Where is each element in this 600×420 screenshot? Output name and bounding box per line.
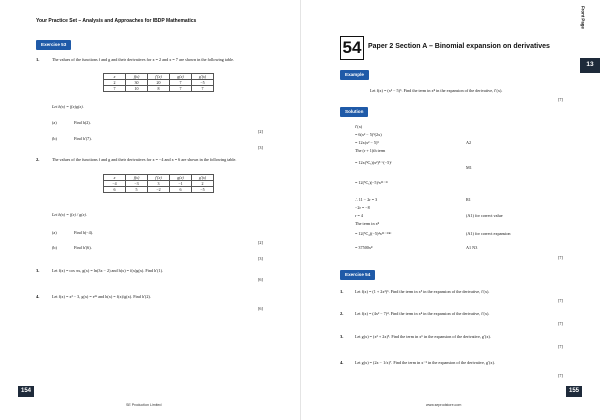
footer-website[interactable]: www.seprodstore.com [426, 403, 462, 407]
part-text: Find h(−4). [74, 230, 94, 235]
table-cell: 10 [126, 86, 148, 92]
question-text: Let f(x) = cos πx, g(x) = ln(3x − 2) and h(x) = f(x)g(x). Find h′(1). [52, 268, 164, 273]
solution-note: M1 [466, 165, 472, 170]
table-row [104, 86, 214, 92]
part-label: (b) [52, 245, 57, 250]
solution-line: The term in x⁸ [355, 221, 380, 226]
table-header: f(x) [126, 175, 148, 181]
table-cell: 7 [192, 86, 214, 92]
question-number: 2. [340, 311, 344, 316]
solution-line: = 6(x² − 5)⁵(2x) [355, 132, 382, 137]
part-text: Find h(2). [74, 120, 91, 125]
table-cell: −5 [192, 187, 214, 193]
table-cell: −3 [126, 181, 148, 187]
spread-divider [300, 0, 301, 420]
table-row [104, 187, 214, 193]
exercise-54-tag: Exercise 54 [340, 270, 375, 280]
solution-line: −2r = −8 [355, 205, 370, 210]
q2-let: Let h(x) = f(x) / g(x). [52, 212, 87, 217]
table-cell: 8 [148, 86, 170, 92]
q1-table [103, 73, 214, 92]
solution-tag: Solution [340, 107, 368, 117]
question-number: 4. [340, 360, 344, 365]
q2-table [103, 174, 214, 193]
solution-line: ∴ 11 − 2r = 3 [355, 197, 378, 202]
solution-line: = 37500x⁸ [355, 245, 373, 250]
solution-note: (A1) for correct expansion [466, 231, 511, 236]
solution-note: A1 N3 [466, 245, 478, 250]
question-text: Let f(x) = (4x² − 7)⁴. Find the term in x⁴ in the expansion of the derivative, f′(x). [355, 311, 490, 316]
table-cell: −2 [148, 187, 170, 193]
table-cell: 7 [170, 80, 192, 86]
table-cell: 20 [148, 80, 170, 86]
example-tag: Example [340, 70, 369, 80]
table-cell: 2 [192, 181, 214, 187]
exercise-53-tag: Exercise 53 [36, 40, 71, 50]
footer-publisher: SE Production Limited [126, 403, 162, 407]
example-text: Let f(x) = (x² − 5)⁶. Find the term in x⁸ in the expansion of the derivative, f′(x). [370, 88, 503, 93]
table-header: g(x) [170, 74, 192, 80]
marks: [3] [258, 145, 263, 150]
question-number: 2. [36, 157, 40, 162]
book-header: Your Practice Set – Analysis and Approaches for IBDP Mathematics [36, 18, 197, 24]
solution-line: = 12(⁵Cᵣ)(−5)ʳx¹¹⁻²ʳ [355, 180, 388, 185]
marks: [6] [258, 277, 263, 282]
solution-note: R1 [466, 197, 471, 202]
table-cell: −5 [192, 80, 214, 86]
table-cell: 7 [104, 86, 126, 92]
question-number: 1. [36, 57, 40, 62]
table-cell: 30 [126, 80, 148, 86]
chapter-side-tab[interactable]: 13 [580, 58, 600, 73]
table-cell: 7 [170, 86, 192, 92]
question-text: Let f(x) = x² − 3, g(x) = e³ˣ and h(x) = f(x)/g(x). Find h′(2). [52, 294, 151, 299]
question-text: Let g(x) = (2x − 1/x)⁷. Find the term in x⁻³ in the expansion of the derivative, g′(x). [355, 360, 495, 365]
table-cell: 6 [170, 187, 192, 193]
marks: [7] [558, 344, 563, 349]
table-cell: 3 [148, 181, 170, 187]
marks: [3] [258, 256, 263, 261]
question-number: 3. [340, 334, 344, 339]
marks: [6] [258, 306, 263, 311]
solution-line: = 12x(⁵Cᵣ)(x²)⁵⁻ʳ(−5)ʳ [355, 160, 392, 165]
table-cell: 2 [104, 80, 126, 86]
front-page-label: Front Page [580, 6, 586, 29]
table-header: f(x) [126, 74, 148, 80]
part-label: (b) [52, 136, 57, 141]
question-number: 1. [340, 289, 344, 294]
table-header: f′(x) [148, 175, 170, 181]
question-number: 3. [36, 268, 40, 273]
marks: [7] [558, 373, 563, 378]
page-number-right: 155 [566, 386, 582, 397]
part-text: Find h′(6). [74, 245, 92, 250]
solution-line: = 12(⁵C₄)(−5)⁴x¹¹⁻²⁽⁴⁾ [355, 231, 392, 236]
solution-line: The (r + 1)th term [355, 148, 386, 153]
table-header: x [104, 74, 126, 80]
question-text: The values of the functions f and g and their derivatives for x = 2 and x = 7 are shown in the following table. [52, 57, 235, 62]
question-text: Let g(x) = (x² + 2x)⁵. Find the term in x⁶ in the expansion of the derivative, g′(x). [355, 334, 491, 339]
part-label: (a) [52, 230, 57, 235]
table-header: g(x) [170, 175, 192, 181]
part-text: Find h′(7). [74, 136, 92, 141]
table-cell: 5 [126, 187, 148, 193]
q1-let: Let h(x) = f(x)g(x). [52, 104, 84, 109]
marks: [2] [258, 129, 263, 134]
chapter-number-box: 54 [340, 36, 364, 60]
solution-line: r = 4 [355, 213, 363, 218]
table-header: f′(x) [148, 74, 170, 80]
chapter-title: Paper 2 Section A – Binomial expansion on derivatives [368, 43, 550, 50]
page-number-left: 154 [18, 386, 34, 397]
solution-line: f′(x) [355, 124, 363, 129]
table-header: g′(x) [192, 74, 214, 80]
marks: [7] [558, 321, 563, 326]
question-number: 4. [36, 294, 40, 299]
table-header: g′(x) [192, 175, 214, 181]
marks: [7] [558, 97, 563, 102]
table-header: x [104, 175, 126, 181]
table-cell: −1 [170, 181, 192, 187]
solution-note: (A1) for correct value [466, 213, 503, 218]
question-text: Let f(x) = (1 + 2x²)⁶. Find the term in x⁵ in the expansion of the derivative, f′(x). [355, 289, 490, 294]
marks: [7] [558, 255, 563, 260]
marks: [2] [258, 240, 263, 245]
question-text: The values of the functions f and g and their derivatives for x = −4 and x = 6 are shown in the following table. [52, 157, 237, 162]
marks: [7] [558, 298, 563, 303]
solution-line: = 12x(x² − 5)⁵ [355, 140, 379, 145]
solution-note: A2 [466, 140, 472, 145]
part-label: (a) [52, 120, 57, 125]
table-cell: 6 [104, 187, 126, 193]
table-cell: −4 [104, 181, 126, 187]
